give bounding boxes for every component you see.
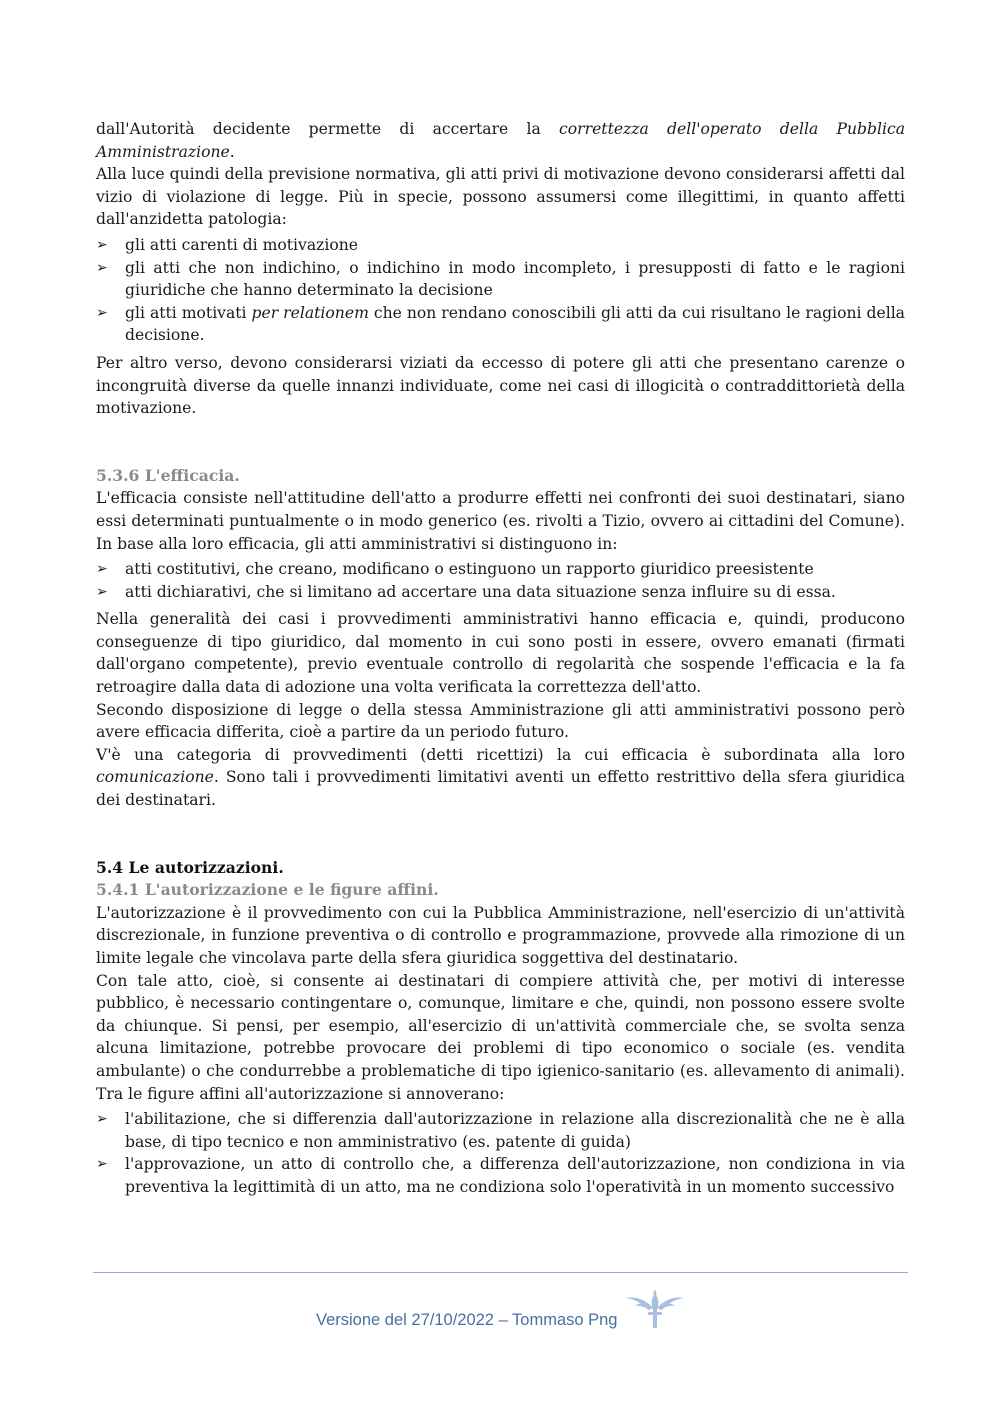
arrow-bullet-icon: ➢ xyxy=(96,304,108,321)
list-item: ➢ gli atti che non indichino, o indichino in modo incompleto, i presupposti di fatto e le ragioni giuridiche che hanno determinato la decisione xyxy=(96,258,905,300)
efficacia-paragraph-4: V'è una categoria di provvedimenti (detti ricettizi) la cui efficacia è subordinata alla loro comunicazione. Sono tali i provvedimenti limitativi aventi un effetto restrittivo della sfera giuridica dei destinatari. xyxy=(96,745,905,810)
list-item: ➢ l'approvazione, un atto di controllo che, a differenza dell'autorizzazione, non condiziona in via preventiva la legittimità di un atto, ma ne condiziona solo l'operatività in un momento successivo xyxy=(96,1155,905,1196)
section-heading-5-3-6: 5.3.6 L'efficacia. xyxy=(96,465,240,485)
list-item: ➢ gli atti motivati per relationem che non rendano conoscibili gli atti da cui risultano le ragioni della decisione. xyxy=(96,303,905,345)
section-heading-5-4-1: 5.4.1 L'autorizzazione e le figure affini. xyxy=(96,880,439,900)
footer-version-text: Versione del 27/10/2022 – Tommaso Png xyxy=(316,1311,618,1329)
bullet-list-efficacia xyxy=(96,558,905,603)
arrow-bullet-icon: ➢ xyxy=(96,236,108,253)
document-body xyxy=(96,118,905,1204)
arrow-bullet-icon: ➢ xyxy=(96,583,108,600)
arrow-bullet-icon: ➢ xyxy=(96,1111,108,1128)
fleur-de-lis-icon xyxy=(622,1286,688,1330)
list-item: ➢ atti dichiarativi, che si limitano ad accertare una data situazione senza influire su di essa. xyxy=(96,581,905,604)
autorizzazioni-paragraph-2: Con tale atto, cioè, si consente ai destinatari di compiere attività che, per motivi di interesse pubblico, è necessario contingentare o, comunque, limitare e che, quindi, non possono essere svolte da chiunque. Si pensi, per esempio, all'esercizio di un'attività commerciale che, se svolta senza alcuna limitazione, potrebbe provocare dei problemi di tipo economico o sociale (es. vendita ambulante) o che condurrebbe a problematiche di tipo igienico-sanitario (es. allevamento di animali). Tra le figure affini all'autorizzazione si annoverano: xyxy=(96,971,905,1103)
arrow-bullet-icon: ➢ xyxy=(96,561,108,578)
intro-paragraph-2: Alla luce quindi della previsione normativa, gli atti privi di motivazione devono considerarsi affetti dal vizio di violazione di legge. Più in specie, possono assumersi come illegittimi, in quanto affetti dall'anzidetta patologia: xyxy=(96,165,905,229)
autorizzazioni-paragraph-1: L'autorizzazione è il provvedimento con cui la Pubblica Amministrazione, nell'esercizio di un'attività discrezionale, in funzione preventiva o di controllo e programmazione, provvede alla rimozione di un limite legale che vincolava parte della sfera giuridica soggettiva del destinatario. xyxy=(96,903,905,967)
list-item: ➢ atti costitutivi, che creano, modificano o estinguono un rapporto giuridico preesistente xyxy=(96,558,905,581)
efficacia-paragraph-1: L'efficacia consiste nell'attitudine dell'atto a produrre effetti nei confronti dei suoi destinatari, siano essi determinati puntualmente o in modo generico (es. rivolti a Tizio, ovvero ai cittadini del Comune). In base alla loro efficacia, gli atti amministrativi si distinguono in: xyxy=(96,489,905,553)
arrow-bullet-icon: ➢ xyxy=(96,259,108,276)
bullet-list-figure-affini xyxy=(96,1108,905,1198)
intro-paragraph-3: Per altro verso, devono considerarsi viziati da eccesso di potere gli atti che presentano carenze o incongruità diverse da quelle innanzi individuate, come nei casi di illogicità o contraddittorietà della motivazione. xyxy=(96,353,905,418)
list-item: ➢ gli atti carenti di motivazione xyxy=(96,234,905,257)
arrow-bullet-icon: ➢ xyxy=(96,1156,108,1173)
section-heading-5-4: 5.4 Le autorizzazioni. xyxy=(96,857,284,877)
efficacia-paragraph-3: Secondo disposizione di legge o della stessa Amministrazione gli atti amministrativi possono però avere efficacia differita, cioè a partire da un periodo futuro. xyxy=(96,700,905,742)
bullet-list-illegittimi xyxy=(96,234,905,347)
intro-paragraph-1: dall'Autorità decidente permette di accertare la correttezza dell'operato della Pubblica Amministrazione. xyxy=(96,120,905,161)
efficacia-paragraph-2: Nella generalità dei casi i provvedimenti amministrativi hanno efficacia e, quindi, producono conseguenze di tipo giuridico, dal momento in cui sono posti in essere, ovvero emanati (firmati dall'organo competente), previo eventuale controllo di regolarità che sospende l'efficacia e la fa retroagire dalla data di adozione una volta verificata la correttezza dell'atto. xyxy=(96,610,905,697)
list-item: ➢ l'abilitazione, che si differenzia dall'autorizzazione in relazione alla discrezionalità che ne è alla base, di tipo tecnico e non amministrativo (es. patente di guida) xyxy=(96,1110,905,1151)
footer-divider xyxy=(93,1272,908,1273)
